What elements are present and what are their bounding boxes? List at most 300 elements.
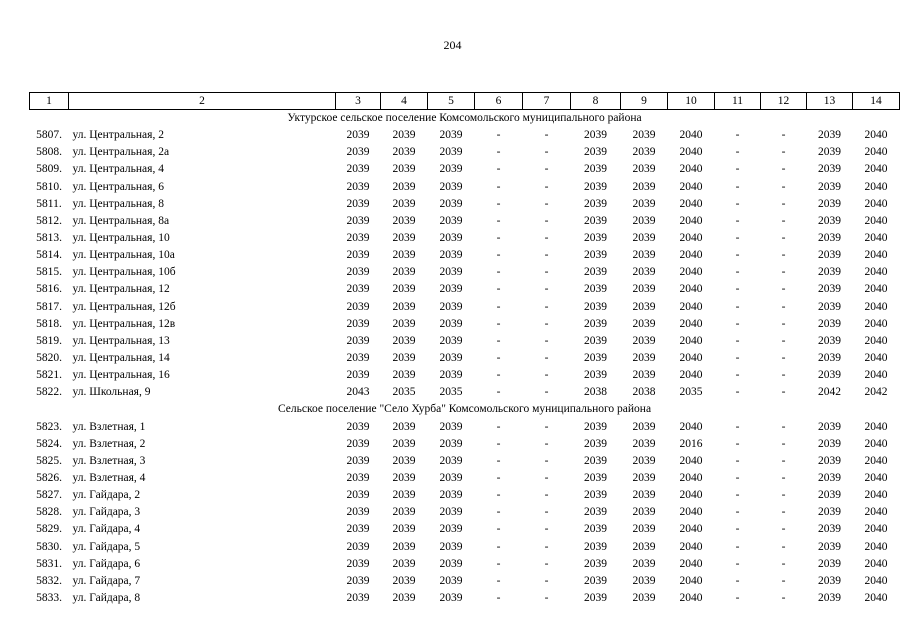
column-header-8: 8 — [571, 93, 621, 110]
year-cell: 2040 — [864, 249, 888, 262]
year-cell: 2039 — [439, 420, 463, 433]
address-cell: ул. Центральная, 4 — [72, 163, 164, 176]
year-cell: - — [781, 472, 786, 485]
year-cell: 2040 — [679, 592, 703, 604]
year-cell: 2039 — [439, 283, 463, 296]
year-cell: 2039 — [392, 163, 416, 176]
year-cell: 2039 — [584, 506, 607, 519]
year-cell: - — [496, 214, 501, 227]
table-row — [30, 487, 900, 504]
year-cell: - — [735, 386, 740, 399]
address-cell: ул. Взлетная, 1 — [72, 420, 146, 433]
year-cell: 2039 — [392, 592, 416, 604]
year-cell: 2039 — [818, 146, 841, 159]
year-cell: - — [544, 386, 549, 399]
address-cell: ул. Центральная, 14 — [72, 352, 170, 365]
year-cell: - — [735, 437, 740, 450]
row-number: 5817. — [36, 300, 62, 313]
column-header-row — [30, 93, 900, 110]
row-number: 5818. — [36, 317, 62, 330]
table-row — [30, 230, 900, 247]
address-cell: ул. Гайдара, 2 — [72, 489, 141, 502]
year-cell: - — [781, 386, 786, 399]
year-cell: 2039 — [346, 197, 370, 210]
year-cell: - — [781, 214, 786, 227]
row-number: 5831. — [36, 557, 62, 570]
row-number: 5814. — [36, 249, 62, 262]
year-cell: - — [496, 266, 501, 279]
address-cell: ул. Гайдара, 8 — [72, 592, 141, 604]
table-row — [30, 419, 900, 436]
year-cell: 2039 — [439, 592, 463, 604]
address-cell: ул. Центральная, 13 — [72, 334, 170, 347]
year-cell: 2039 — [632, 249, 656, 262]
year-cell: - — [781, 420, 786, 433]
address-cell: ул. Взлетная, 2 — [72, 437, 146, 450]
year-cell: 2039 — [346, 489, 370, 502]
year-cell: 2040 — [864, 334, 888, 347]
year-cell: - — [544, 283, 549, 296]
year-cell: 2039 — [818, 489, 841, 502]
year-cell: 2040 — [679, 334, 703, 347]
year-cell: - — [496, 352, 501, 365]
year-cell: - — [544, 232, 549, 245]
year-cell: 2039 — [632, 146, 656, 159]
address-cell: ул. Центральная, 6 — [72, 180, 164, 193]
year-cell: - — [735, 472, 740, 485]
year-cell: 2039 — [346, 334, 370, 347]
year-cell: - — [544, 300, 549, 313]
year-cell: 2040 — [679, 317, 703, 330]
year-cell: - — [735, 146, 740, 159]
table-row — [30, 556, 900, 573]
year-cell: 2039 — [392, 146, 416, 159]
year-cell: 2040 — [864, 266, 888, 279]
year-cell: 2039 — [632, 283, 656, 296]
year-cell: - — [496, 592, 501, 604]
year-cell: - — [781, 523, 786, 536]
year-cell: 2040 — [679, 266, 703, 279]
year-cell: - — [735, 574, 740, 587]
year-cell: 2039 — [392, 180, 416, 193]
table-row — [30, 453, 900, 470]
year-cell: 2039 — [439, 506, 463, 519]
address-cell: ул. Центральная, 12б — [72, 300, 176, 313]
year-cell: - — [735, 317, 740, 330]
table-row — [30, 299, 900, 316]
year-cell: - — [544, 472, 549, 485]
year-cell: 2039 — [584, 437, 607, 450]
year-cell: 2040 — [679, 523, 703, 536]
year-cell: - — [496, 386, 501, 399]
year-cell: 2035 — [679, 386, 703, 399]
year-cell: 2040 — [864, 300, 888, 313]
year-cell: 2040 — [679, 197, 703, 210]
year-cell: 2040 — [864, 506, 888, 519]
year-cell: 2039 — [818, 557, 841, 570]
year-cell: - — [781, 146, 786, 159]
year-cell: 2040 — [864, 129, 888, 142]
column-header-13: 13 — [807, 93, 853, 110]
table-row — [30, 384, 900, 401]
year-cell: 2039 — [818, 197, 841, 210]
year-cell: - — [781, 369, 786, 382]
year-cell: - — [735, 249, 740, 262]
row-number: 5825. — [36, 454, 62, 467]
year-cell: 2039 — [818, 317, 841, 330]
address-cell: ул. Взлетная, 3 — [72, 454, 146, 467]
year-cell: - — [496, 557, 501, 570]
year-cell: 2039 — [439, 214, 463, 227]
row-number: 5828. — [36, 506, 62, 519]
year-cell: - — [781, 489, 786, 502]
year-cell: 2039 — [392, 540, 416, 553]
year-cell: - — [735, 129, 740, 142]
column-header-6: 6 — [475, 93, 523, 110]
year-cell: - — [496, 540, 501, 553]
year-cell: 2039 — [818, 352, 841, 365]
year-cell: 2039 — [439, 489, 463, 502]
address-cell: ул. Гайдара, 7 — [72, 574, 141, 587]
year-cell: 2039 — [818, 369, 841, 382]
row-number: 5826. — [36, 472, 62, 485]
year-cell: 2039 — [632, 197, 656, 210]
year-cell: 2039 — [632, 334, 656, 347]
year-cell: 2039 — [392, 472, 416, 485]
year-cell: - — [544, 249, 549, 262]
column-header-11: 11 — [715, 93, 761, 110]
table-row — [30, 539, 900, 556]
year-cell: - — [544, 197, 549, 210]
year-cell: 2039 — [818, 266, 841, 279]
table-row — [30, 144, 900, 161]
table-row — [30, 127, 900, 144]
year-cell: 2039 — [818, 592, 841, 604]
year-cell: 2039 — [584, 146, 607, 159]
year-cell: 2039 — [632, 557, 656, 570]
table-row — [30, 161, 900, 178]
year-cell: 2040 — [679, 454, 703, 467]
year-cell: - — [781, 454, 786, 467]
year-cell: - — [544, 266, 549, 279]
year-cell: 2039 — [632, 163, 656, 176]
table-row — [30, 436, 900, 453]
year-cell: 2040 — [679, 129, 703, 142]
row-number: 5824. — [36, 437, 62, 450]
year-cell: - — [496, 163, 501, 176]
year-cell: 2039 — [632, 489, 656, 502]
column-header-14: 14 — [853, 93, 900, 110]
column-header-3: 3 — [336, 93, 381, 110]
year-cell: - — [496, 472, 501, 485]
year-cell: 2039 — [346, 574, 370, 587]
year-cell: - — [544, 574, 549, 587]
year-cell: 2039 — [632, 592, 656, 604]
year-cell: 2040 — [679, 472, 703, 485]
year-cell: 2039 — [392, 557, 416, 570]
section-row — [30, 401, 900, 418]
year-cell: 2040 — [679, 146, 703, 159]
year-cell: 2039 — [818, 334, 841, 347]
year-cell: - — [544, 454, 549, 467]
row-number: 5812. — [36, 214, 62, 227]
year-cell: 2039 — [392, 249, 416, 262]
year-cell: 2039 — [346, 523, 370, 536]
year-cell: 2039 — [632, 574, 656, 587]
year-cell: - — [735, 214, 740, 227]
row-number: 5816. — [36, 283, 62, 296]
year-cell: - — [496, 283, 501, 296]
year-cell: 2039 — [584, 369, 607, 382]
year-cell: - — [735, 180, 740, 193]
year-cell: 2039 — [632, 180, 656, 193]
row-number: 5822. — [36, 386, 62, 399]
year-cell: - — [781, 197, 786, 210]
year-cell: - — [496, 437, 501, 450]
year-cell: 2039 — [584, 283, 607, 296]
year-cell: - — [735, 300, 740, 313]
year-cell: - — [544, 540, 549, 553]
year-cell: 2039 — [632, 540, 656, 553]
year-cell: 2040 — [864, 540, 888, 553]
address-cell: ул. Центральная, 10а — [72, 249, 175, 262]
year-cell: 2039 — [392, 352, 416, 365]
year-cell: 2039 — [346, 266, 370, 279]
year-cell: 2039 — [818, 232, 841, 245]
year-cell: - — [781, 249, 786, 262]
year-cell: 2039 — [818, 163, 841, 176]
row-number: 5823. — [36, 420, 62, 433]
year-cell: 2039 — [392, 420, 416, 433]
year-cell: - — [735, 283, 740, 296]
year-cell: 2039 — [346, 214, 370, 227]
table-row — [30, 264, 900, 281]
year-cell: 2040 — [864, 214, 888, 227]
year-cell: - — [735, 420, 740, 433]
year-cell: 2039 — [632, 352, 656, 365]
year-cell: 2040 — [864, 454, 888, 467]
year-cell: 2039 — [584, 352, 607, 365]
year-cell: 2039 — [439, 163, 463, 176]
year-cell: 2039 — [584, 249, 607, 262]
year-cell: 2040 — [864, 163, 888, 176]
year-cell: 2039 — [439, 334, 463, 347]
year-cell: 2039 — [632, 317, 656, 330]
address-cell: ул. Взлетная, 4 — [72, 472, 146, 485]
row-number: 5833. — [36, 592, 62, 604]
year-cell: 2040 — [679, 180, 703, 193]
year-cell: 2040 — [679, 352, 703, 365]
table-row — [30, 179, 900, 196]
year-cell: 2039 — [632, 420, 656, 433]
year-cell: 2039 — [346, 232, 370, 245]
year-cell: 2039 — [392, 300, 416, 313]
year-cell: 2040 — [864, 489, 888, 502]
year-cell: 2039 — [439, 197, 463, 210]
year-cell: - — [735, 334, 740, 347]
address-cell: ул. Школьная, 9 — [72, 386, 151, 399]
table-row — [30, 281, 900, 298]
address-cell: ул. Центральная, 2а — [72, 146, 170, 159]
year-cell: 2040 — [679, 300, 703, 313]
row-number: 5815. — [36, 266, 62, 279]
table-row — [30, 333, 900, 350]
year-cell: 2039 — [439, 352, 463, 365]
year-cell: 2040 — [679, 249, 703, 262]
year-cell: - — [496, 506, 501, 519]
column-header-2: 2 — [69, 93, 336, 110]
row-number: 5829. — [36, 523, 62, 536]
year-cell: 2039 — [346, 592, 370, 604]
year-cell: 2039 — [439, 540, 463, 553]
year-cell: - — [544, 592, 549, 604]
year-cell: 2039 — [439, 180, 463, 193]
year-cell: 2039 — [346, 472, 370, 485]
year-cell: 2039 — [818, 300, 841, 313]
year-cell: - — [781, 437, 786, 450]
column-header-10: 10 — [668, 93, 715, 110]
year-cell: 2039 — [346, 369, 370, 382]
year-cell: 2043 — [346, 386, 370, 399]
year-cell: 2039 — [632, 266, 656, 279]
year-cell: 2039 — [584, 420, 607, 433]
year-cell: - — [496, 523, 501, 536]
year-cell: - — [496, 180, 501, 193]
year-cell: 2016 — [679, 437, 703, 450]
year-cell: - — [544, 506, 549, 519]
column-header-12: 12 — [761, 93, 807, 110]
year-cell: - — [544, 557, 549, 570]
year-cell: 2039 — [818, 454, 841, 467]
year-cell: - — [735, 163, 740, 176]
year-cell: 2039 — [818, 472, 841, 485]
year-cell: - — [496, 232, 501, 245]
year-cell: 2039 — [346, 437, 370, 450]
year-cell: 2039 — [439, 472, 463, 485]
row-number: 5820. — [36, 352, 62, 365]
address-cell: ул. Центральная, 8а — [72, 214, 170, 227]
year-cell: 2040 — [864, 317, 888, 330]
year-cell: - — [496, 146, 501, 159]
year-cell: 2039 — [439, 437, 463, 450]
year-cell: - — [735, 369, 740, 382]
year-cell: 2039 — [584, 129, 607, 142]
year-cell: 2040 — [864, 472, 888, 485]
year-cell: 2039 — [632, 232, 656, 245]
year-cell: 2039 — [818, 420, 841, 433]
table-row — [30, 590, 900, 607]
year-cell: - — [544, 317, 549, 330]
year-cell: - — [496, 574, 501, 587]
year-cell: 2040 — [679, 283, 703, 296]
row-number: 5808. — [36, 146, 62, 159]
year-cell: 2039 — [392, 197, 416, 210]
year-cell: 2039 — [584, 266, 607, 279]
year-cell: - — [735, 557, 740, 570]
table-row — [30, 521, 900, 538]
year-cell: 2039 — [439, 454, 463, 467]
year-cell: 2039 — [632, 369, 656, 382]
section-row — [30, 110, 900, 128]
year-cell: - — [544, 129, 549, 142]
year-cell: 2039 — [818, 180, 841, 193]
year-cell: 2039 — [584, 574, 607, 587]
year-cell: - — [544, 146, 549, 159]
year-cell: 2040 — [679, 574, 703, 587]
row-number: 5810. — [36, 180, 62, 193]
year-cell: - — [544, 420, 549, 433]
year-cell: 2035 — [392, 386, 416, 399]
year-cell: - — [735, 197, 740, 210]
year-cell: - — [781, 283, 786, 296]
year-cell: 2040 — [679, 163, 703, 176]
year-cell: 2040 — [679, 232, 703, 245]
year-cell: 2039 — [346, 540, 370, 553]
column-header-9: 9 — [621, 93, 668, 110]
year-cell: 2039 — [818, 283, 841, 296]
year-cell: 2040 — [679, 540, 703, 553]
year-cell: 2039 — [392, 317, 416, 330]
year-cell: 2035 — [439, 386, 463, 399]
year-cell: 2039 — [439, 249, 463, 262]
address-cell: ул. Гайдара, 5 — [72, 540, 141, 553]
year-cell: 2040 — [679, 369, 703, 382]
year-cell: 2039 — [392, 523, 416, 536]
year-cell: - — [781, 506, 786, 519]
year-cell: 2039 — [439, 266, 463, 279]
year-cell: 2039 — [818, 540, 841, 553]
year-cell: 2039 — [439, 574, 463, 587]
row-number: 5807. — [36, 129, 62, 142]
address-cell: ул. Центральная, 12 — [72, 283, 170, 296]
year-cell: 2039 — [584, 180, 607, 193]
year-cell: 2039 — [346, 352, 370, 365]
year-cell: 2039 — [584, 557, 607, 570]
data-table — [29, 92, 900, 607]
year-cell: 2040 — [679, 420, 703, 433]
year-cell: 2040 — [864, 352, 888, 365]
year-cell: 2039 — [584, 334, 607, 347]
page-number: 204 — [443, 38, 462, 52]
year-cell: 2040 — [864, 232, 888, 245]
year-cell: 2039 — [392, 574, 416, 587]
table-body — [30, 93, 900, 608]
year-cell: - — [781, 540, 786, 553]
year-cell: 2039 — [632, 129, 656, 142]
year-cell: 2039 — [818, 129, 841, 142]
table-row — [30, 573, 900, 590]
year-cell: 2039 — [632, 472, 656, 485]
address-cell: ул. Гайдара, 3 — [72, 506, 141, 519]
year-cell: 2039 — [346, 283, 370, 296]
year-cell: 2039 — [818, 214, 841, 227]
column-header-5: 5 — [428, 93, 475, 110]
year-cell: 2040 — [864, 557, 888, 570]
year-cell: - — [735, 232, 740, 245]
year-cell: 2040 — [864, 283, 888, 296]
year-cell: - — [781, 300, 786, 313]
year-cell: 2039 — [632, 506, 656, 519]
year-cell: 2040 — [864, 197, 888, 210]
year-cell: 2039 — [346, 420, 370, 433]
year-cell: 2039 — [439, 146, 463, 159]
table-row — [30, 350, 900, 367]
address-cell: ул. Центральная, 10б — [72, 266, 176, 279]
table-row — [30, 196, 900, 213]
year-cell: 2039 — [392, 214, 416, 227]
table-row — [30, 316, 900, 333]
year-cell: - — [735, 352, 740, 365]
